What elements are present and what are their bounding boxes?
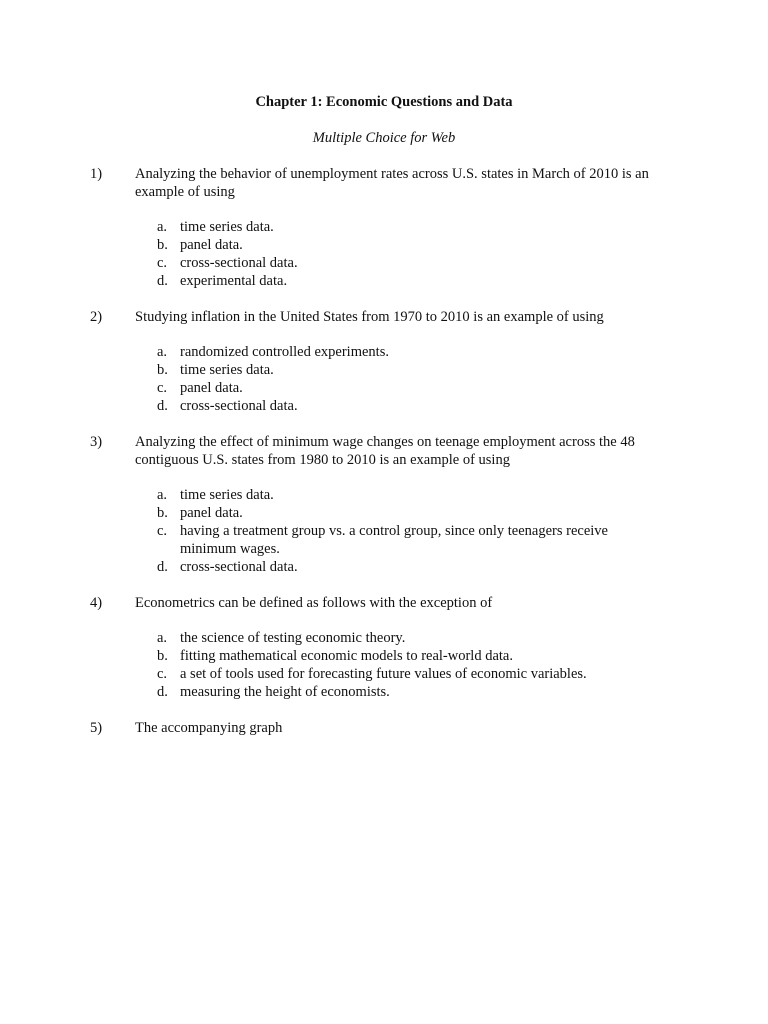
question-text: Econometrics can be defined as follows with the exception of [135, 595, 493, 611]
answer-option-a [157, 343, 650, 361]
option-letter: c. [157, 666, 168, 682]
answer-option-b [157, 361, 650, 379]
answer-option-c [157, 254, 650, 272]
option-letter: b. [157, 505, 168, 521]
option-letter: c. [157, 255, 168, 271]
answer-option-d [157, 397, 650, 415]
answer-option-d [157, 272, 650, 290]
option-letter: c. [157, 523, 168, 539]
answer-option-a [157, 486, 650, 504]
page-title: Chapter 1: Economic Questions and Data [255, 94, 513, 110]
question-text: Studying inflation in the United States from 1970 to 2010 is an example of using [135, 309, 604, 325]
option-letter: b. [157, 237, 168, 253]
option-letter: a. [157, 487, 168, 503]
question-number: 2) [90, 309, 103, 325]
option-letter: b. [157, 362, 168, 378]
page-subtitle: Multiple Choice for Web [312, 130, 456, 146]
question-text: Analyzing the behavior of unemployment rates across U.S. states in March of 2010 is an example of using [135, 166, 649, 200]
option-text: the science of testing economic theory. [180, 630, 406, 646]
option-text: a set of tools used for forecasting future values of economic variables. [180, 666, 587, 682]
option-text: cross-sectional data. [180, 398, 298, 414]
answer-option-d [157, 558, 650, 576]
question-text: The accompanying graph [135, 720, 283, 736]
option-letter: a. [157, 344, 168, 360]
question-number: 5) [90, 720, 103, 736]
question-number: 4) [90, 595, 103, 611]
answer-option-a [157, 629, 650, 647]
option-letter: d. [157, 398, 168, 414]
answer-options [157, 629, 650, 701]
option-text: having a treatment group vs. a control group, since only teenagers receive minimum wages. [180, 523, 608, 557]
option-text: randomized controlled experiments. [180, 344, 389, 360]
answer-option-c [157, 522, 650, 558]
option-letter: c. [157, 380, 168, 396]
answer-option-b [157, 504, 650, 522]
answer-option-b [157, 647, 650, 665]
answer-options [157, 486, 650, 576]
option-text: time series data. [180, 219, 274, 235]
option-letter: a. [157, 630, 168, 646]
question-text: Analyzing the effect of minimum wage changes on teenage employment across the 48 contiguous U.S. states from 1980 to 2010 is an example of using [135, 434, 635, 468]
option-text: cross-sectional data. [180, 255, 298, 271]
option-text: fitting mathematical economic models to real-world data. [180, 648, 513, 664]
question-number: 1) [90, 166, 103, 182]
option-text: panel data. [180, 505, 243, 521]
answer-option-c [157, 379, 650, 397]
option-letter: d. [157, 273, 168, 289]
answer-option-a [157, 218, 650, 236]
answer-option-d [157, 683, 650, 701]
option-text: time series data. [180, 487, 274, 503]
option-letter: d. [157, 559, 168, 575]
option-letter: b. [157, 648, 168, 664]
option-text: cross-sectional data. [180, 559, 298, 575]
answer-option-c [157, 665, 650, 683]
answer-options [157, 218, 650, 290]
option-text: time series data. [180, 362, 274, 378]
option-text: experimental data. [180, 273, 288, 289]
option-text: measuring the height of economists. [180, 684, 390, 700]
answer-options [157, 343, 650, 415]
option-text: panel data. [180, 237, 243, 253]
question-number: 3) [90, 434, 103, 450]
answer-option-b [157, 236, 650, 254]
option-letter: d. [157, 684, 168, 700]
option-letter: a. [157, 219, 168, 235]
option-text: panel data. [180, 380, 243, 396]
